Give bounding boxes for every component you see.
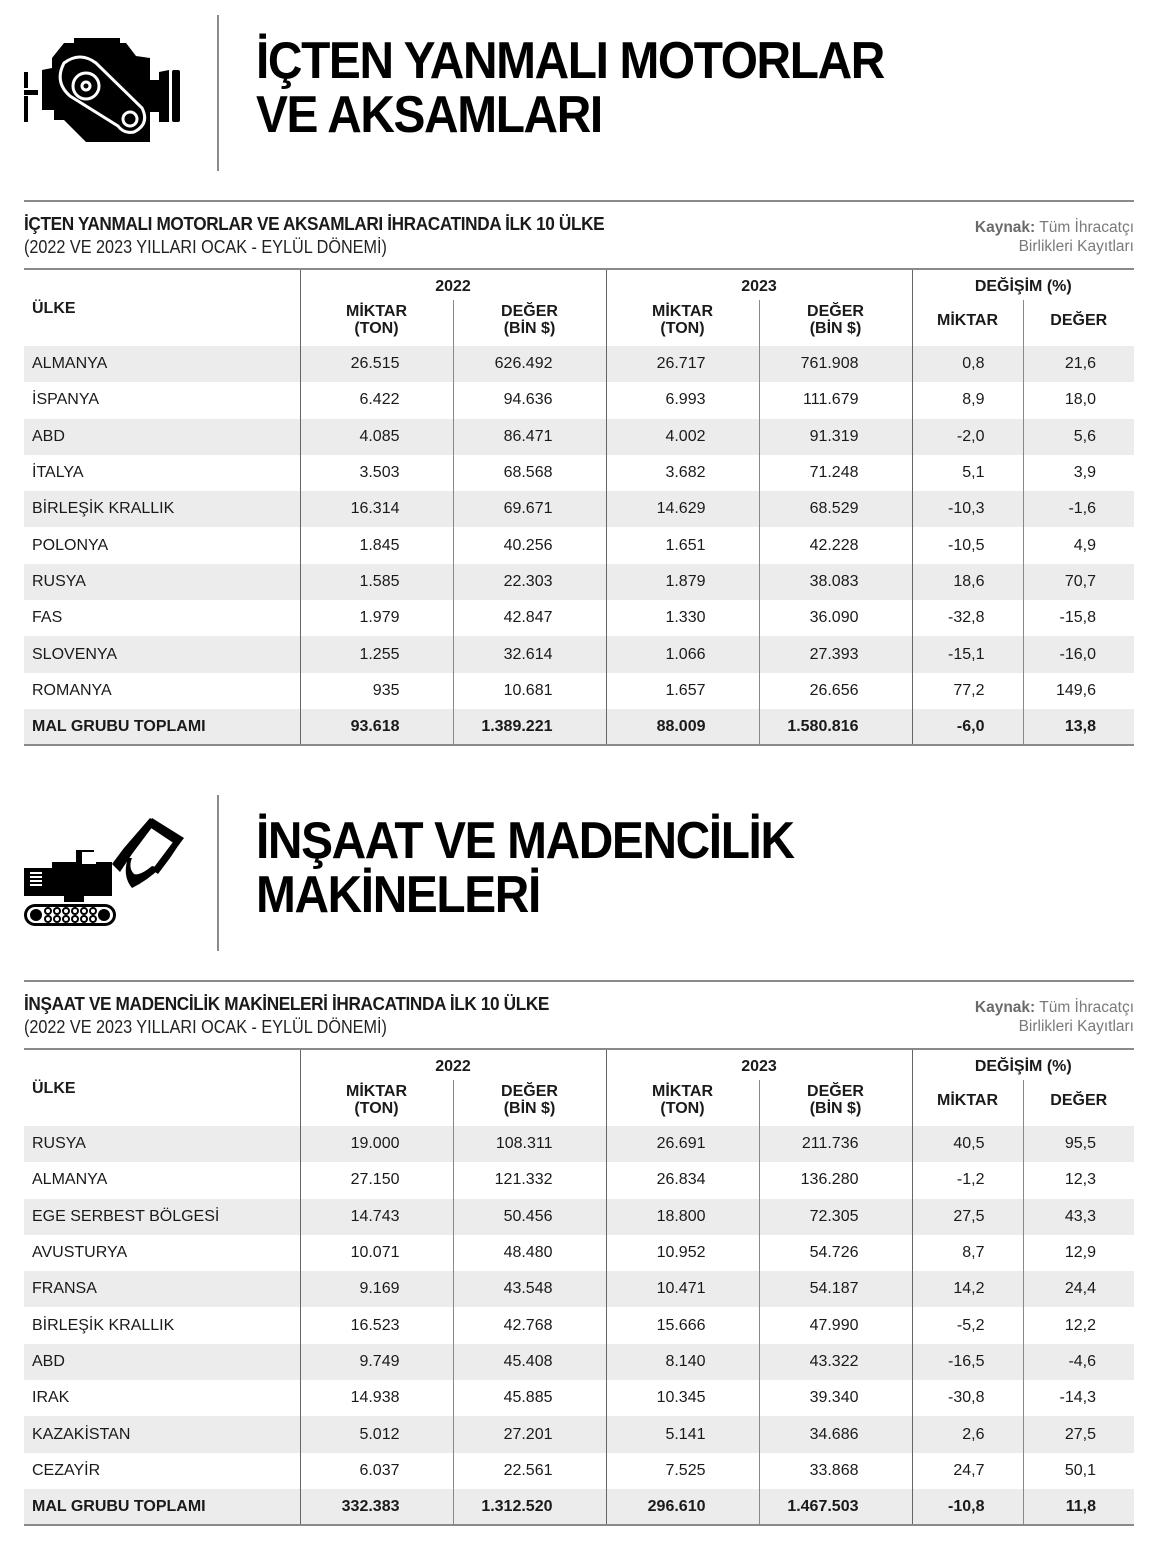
source-text-1: Tüm İhracatçı: [1039, 219, 1134, 236]
header-qty-2022: MİKTAR (TON): [300, 300, 453, 346]
source-text-2: Birlikleri Kayıtları: [1018, 238, 1134, 255]
cell-change-qty: 2,6: [912, 1416, 1023, 1452]
header-year-2023: 2023: [606, 270, 912, 300]
cell-change-val: 21,6: [1023, 346, 1134, 382]
cell-qty-2023: 4.002: [606, 419, 759, 455]
cell-val-2022: 69.671: [453, 491, 606, 527]
cell-val-2022: 27.201: [453, 1416, 606, 1452]
cell-change-val: 50,1: [1023, 1453, 1134, 1489]
cell-qty-2023: 18.800: [606, 1199, 759, 1235]
cell-qty-2022: 4.085: [300, 419, 453, 455]
cell-country: İSPANYA: [32, 391, 99, 409]
cell-val-2023: 34.686: [759, 1416, 912, 1452]
table-row: [24, 1416, 1134, 1452]
header-divider: [217, 15, 219, 171]
cell-country: FAS: [32, 609, 63, 627]
cell-change-val: -16,0: [1023, 636, 1134, 672]
section-header: [0, 0, 1158, 190]
cell-qty-2022: 9.169: [300, 1271, 453, 1307]
cell-val-2022: 86.471: [453, 419, 606, 455]
cell-val-2023: 39.340: [759, 1380, 912, 1416]
cell-qty-2023: 26.717: [606, 346, 759, 382]
cell-qty-2022: 14.938: [300, 1380, 453, 1416]
source-label: Kaynak:: [974, 999, 1036, 1016]
cell-change-qty: 24,7: [912, 1453, 1023, 1489]
cell-val-2022: 22.303: [453, 564, 606, 600]
cell-change-qty: 8,9: [912, 382, 1023, 418]
cell-qty-2023: 10.952: [606, 1235, 759, 1271]
cell-val-2022: 45.408: [453, 1344, 606, 1380]
cell-change-qty: -10,3: [912, 491, 1023, 527]
source-text-2: Birlikleri Kayıtları: [1018, 1018, 1134, 1035]
cell-val-2023: 38.083: [759, 564, 912, 600]
table-row: [24, 455, 1134, 491]
cell-val-2022: 1.389.221: [453, 709, 606, 745]
cell-val-2022: 42.847: [453, 600, 606, 636]
cell-qty-2023: 8.140: [606, 1344, 759, 1380]
table-row: [24, 1126, 1134, 1162]
cell-change-qty: 8,7: [912, 1235, 1023, 1271]
cell-change-val: -15,8: [1023, 600, 1134, 636]
cell-change-qty: 5,1: [912, 455, 1023, 491]
cell-val-2023: 211.736: [759, 1126, 912, 1162]
cell-val-2023: 761.908: [759, 346, 912, 382]
cell-val-2023: 1.580.816: [759, 709, 912, 745]
cell-val-2023: 47.990: [759, 1307, 912, 1343]
cell-val-2023: 71.248: [759, 455, 912, 491]
header-year-2022: 2022: [300, 1050, 606, 1080]
header-val-2023: DEĞER (BİN $): [759, 300, 912, 346]
cell-change-val: 3,9: [1023, 455, 1134, 491]
cell-val-2023: 36.090: [759, 600, 912, 636]
cell-qty-2023: 26.834: [606, 1162, 759, 1198]
cell-val-2023: 54.726: [759, 1235, 912, 1271]
cell-val-2023: 33.868: [759, 1453, 912, 1489]
table-row: [24, 1235, 1134, 1271]
header-year-2022: 2022: [300, 270, 606, 300]
cell-qty-2022: 3.503: [300, 455, 453, 491]
cell-qty-2023: 296.610: [606, 1489, 759, 1525]
table-row: [24, 1344, 1134, 1380]
header-chg-val: DEĞER: [1023, 1080, 1134, 1126]
header-country: ÜLKE: [32, 1080, 76, 1097]
table-row: [24, 1307, 1134, 1343]
cell-val-2022: 40.256: [453, 527, 606, 563]
cell-qty-2022: 1.585: [300, 564, 453, 600]
cell-qty-2022: 935: [300, 673, 453, 709]
cell-change-val: 11,8: [1023, 1489, 1134, 1525]
cell-qty-2022: 1.255: [300, 636, 453, 672]
cell-val-2023: 54.187: [759, 1271, 912, 1307]
cell-val-2023: 91.319: [759, 419, 912, 455]
cell-qty-2022: 6.037: [300, 1453, 453, 1489]
cell-change-qty: -15,1: [912, 636, 1023, 672]
cell-change-val: 4,9: [1023, 527, 1134, 563]
cell-qty-2022: 27.150: [300, 1162, 453, 1198]
cell-qty-2022: 19.000: [300, 1126, 453, 1162]
source-note: [975, 998, 1134, 1036]
cell-country: CEZAYİR: [32, 1461, 101, 1479]
cell-qty-2022: 1.845: [300, 527, 453, 563]
header-change: DEĞİŞİM (%): [912, 270, 1134, 300]
cell-val-2022: 43.548: [453, 1271, 606, 1307]
cell-val-2023: 1.467.503: [759, 1489, 912, 1525]
cell-change-val: 24,4: [1023, 1271, 1134, 1307]
export-table-block: [24, 980, 1134, 1526]
table-caption: [24, 982, 1134, 1048]
cell-country: AVUSTURYA: [32, 1244, 128, 1262]
cell-val-2022: 42.768: [453, 1307, 606, 1343]
table-title: İNŞAAT VE MADENCİLİK MAKİNELERİ İHRACATINDA İLK 10 ÜLKE: [24, 993, 550, 1014]
cell-qty-2023: 1.330: [606, 600, 759, 636]
engine-icon: [24, 38, 184, 150]
cell-val-2023: 42.228: [759, 527, 912, 563]
cell-qty-2023: 88.009: [606, 709, 759, 745]
cell-country: RUSYA: [24, 564, 300, 600]
header-val-2022: DEĞER (BİN $): [453, 1080, 606, 1126]
cell-country: ALMANYA: [24, 346, 300, 382]
section-title-line-1: İNŞAAT VE MADENCİLİK: [256, 812, 794, 870]
cell-val-2023: 136.280: [759, 1162, 912, 1198]
cell-change-val: -4,6: [1023, 1344, 1134, 1380]
cell-change-val: 70,7: [1023, 564, 1134, 600]
cell-val-2023: 27.393: [759, 636, 912, 672]
cell-qty-2022: 6.422: [300, 382, 453, 418]
header-year-2023: 2023: [606, 1050, 912, 1080]
section-title-line-2: VE AKSAMLARI: [256, 86, 602, 144]
cell-qty-2022: 14.743: [300, 1199, 453, 1235]
cell-qty-2023: 15.666: [606, 1307, 759, 1343]
header-chg-qty: MİKTAR: [912, 300, 1023, 346]
cell-val-2022: 10.681: [453, 673, 606, 709]
cell-change-val: 13,8: [1023, 709, 1134, 745]
export-table: [24, 1050, 1134, 1526]
cell-val-2022: 32.614: [453, 636, 606, 672]
cell-change-qty: -1,2: [912, 1162, 1023, 1198]
cell-val-2022: 68.568: [453, 455, 606, 491]
cell-change-val: 12,9: [1023, 1235, 1134, 1271]
cell-change-val: 5,6: [1023, 419, 1134, 455]
table-total-row: [24, 709, 1134, 745]
cell-val-2022: 22.561: [453, 1453, 606, 1489]
cell-country: SLOVENYA: [24, 636, 300, 672]
cell-val-2023: 111.679: [759, 382, 912, 418]
cell-change-val: 18,0: [1023, 382, 1134, 418]
table-row: [24, 527, 1134, 563]
section-title-line-2: MAKİNELERİ: [256, 866, 540, 924]
cell-change-qty: -6,0: [912, 709, 1023, 745]
cell-change-val: 12,3: [1023, 1162, 1134, 1198]
table-subtitle: (2022 VE 2023 YILLARI OCAK - EYLÜL DÖNEMİ): [24, 1017, 387, 1037]
cell-qty-2023: 5.141: [606, 1416, 759, 1452]
cell-qty-2023: 26.691: [606, 1126, 759, 1162]
source-note: [975, 218, 1134, 256]
cell-qty-2023: 1.651: [606, 527, 759, 563]
cell-change-val: 95,5: [1023, 1126, 1134, 1162]
cell-change-val: 43,3: [1023, 1199, 1134, 1235]
table-row: [24, 1380, 1134, 1416]
header-divider: [217, 795, 219, 951]
source-text-1: Tüm İhracatçı: [1039, 999, 1134, 1016]
cell-val-2022: 626.492: [453, 346, 606, 382]
cell-country: BİRLEŞİK KRALLIK: [24, 491, 300, 527]
table-row: [24, 673, 1134, 709]
cell-change-qty: 0,8: [912, 346, 1023, 382]
cell-qty-2022: 5.012: [300, 1416, 453, 1452]
cell-val-2022: 94.636: [453, 382, 606, 418]
table-row: [24, 491, 1134, 527]
cell-country: ALMANYA: [32, 1171, 108, 1189]
table-subtitle: (2022 VE 2023 YILLARI OCAK - EYLÜL DÖNEMİ): [24, 237, 387, 257]
cell-country: BİRLEŞİK KRALLIK: [32, 1316, 175, 1334]
header-val-2023: DEĞER (BİN $): [759, 1080, 912, 1126]
header-qty-2022: MİKTAR (TON): [300, 1080, 453, 1126]
excavator-icon: [24, 818, 184, 930]
cell-val-2022: 50.456: [453, 1199, 606, 1235]
header-qty-2023: MİKTAR (TON): [606, 300, 759, 346]
cell-qty-2022: 9.749: [300, 1344, 453, 1380]
cell-country: RUSYA: [24, 1126, 300, 1162]
cell-country: İTALYA: [32, 464, 84, 482]
cell-qty-2022: 16.314: [300, 491, 453, 527]
cell-val-2023: 43.322: [759, 1344, 912, 1380]
table-row: [24, 1453, 1134, 1489]
export-table-block: [24, 200, 1134, 746]
cell-country: IRAK: [32, 1389, 70, 1407]
table-row: [24, 600, 1134, 636]
cell-val-2022: 121.332: [453, 1162, 606, 1198]
cell-qty-2023: 1.657: [606, 673, 759, 709]
table-row: [24, 346, 1134, 382]
cell-qty-2023: 14.629: [606, 491, 759, 527]
header-qty-2023: MİKTAR (TON): [606, 1080, 759, 1126]
cell-change-val: 27,5: [1023, 1416, 1134, 1452]
table-row: [24, 1162, 1134, 1198]
table-row: [24, 419, 1134, 455]
cell-change-qty: 27,5: [912, 1199, 1023, 1235]
cell-country: EGE SERBEST BÖLGESİ: [24, 1199, 300, 1235]
table-title: İÇTEN YANMALI MOTORLAR VE AKSAMLARI İHRACATINDA İLK 10 ÜLKE: [24, 213, 605, 234]
cell-change-val: 12,2: [1023, 1307, 1134, 1343]
cell-change-val: -1,6: [1023, 491, 1134, 527]
section-title-line-1: İÇTEN YANMALI MOTORLAR: [256, 32, 884, 90]
cell-country: ROMANYA: [32, 681, 112, 699]
section-header: [0, 780, 1158, 970]
cell-country: KAZAKİSTAN: [24, 1416, 300, 1452]
cell-change-qty: -32,8: [912, 600, 1023, 636]
cell-qty-2023: 10.345: [606, 1380, 759, 1416]
cell-change-val: 149,6: [1023, 673, 1134, 709]
cell-country: FRANSA: [24, 1271, 300, 1307]
cell-change-qty: -30,8: [912, 1380, 1023, 1416]
source-label: Kaynak:: [974, 219, 1036, 236]
cell-qty-2022: 26.515: [300, 346, 453, 382]
cell-qty-2022: 93.618: [300, 709, 453, 745]
cell-change-qty: -5,2: [912, 1307, 1023, 1343]
cell-qty-2023: 1.879: [606, 564, 759, 600]
cell-change-qty: 77,2: [912, 673, 1023, 709]
cell-qty-2023: 3.682: [606, 455, 759, 491]
cell-change-qty: -2,0: [912, 419, 1023, 455]
table-row: [24, 382, 1134, 418]
table-total-row: [24, 1489, 1134, 1525]
header-val-2022: DEĞER (BİN $): [453, 300, 606, 346]
header-chg-val: DEĞER: [1023, 300, 1134, 346]
table-caption: [24, 202, 1134, 268]
cell-qty-2023: 10.471: [606, 1271, 759, 1307]
cell-val-2022: 108.311: [453, 1126, 606, 1162]
cell-qty-2022: 16.523: [300, 1307, 453, 1343]
cell-qty-2022: 10.071: [300, 1235, 453, 1271]
cell-val-2022: 1.312.520: [453, 1489, 606, 1525]
cell-val-2022: 48.480: [453, 1235, 606, 1271]
cell-change-qty: 18,6: [912, 564, 1023, 600]
cell-qty-2022: 332.383: [300, 1489, 453, 1525]
cell-change-qty: -16,5: [912, 1344, 1023, 1380]
cell-country: ABD: [24, 419, 300, 455]
table-row: [24, 1271, 1134, 1307]
cell-change-qty: -10,5: [912, 527, 1023, 563]
cell-qty-2023: 1.066: [606, 636, 759, 672]
cell-country: ABD: [24, 1344, 300, 1380]
cell-val-2023: 68.529: [759, 491, 912, 527]
table-row: [24, 636, 1134, 672]
section-title: [256, 814, 794, 922]
cell-country: MAL GRUBU TOPLAMI: [24, 709, 300, 745]
section-title: [256, 34, 884, 142]
export-table: [24, 270, 1134, 746]
header-change: DEĞİŞİM (%): [912, 1050, 1134, 1080]
cell-change-val: -14,3: [1023, 1380, 1134, 1416]
cell-change-qty: 14,2: [912, 1271, 1023, 1307]
cell-qty-2023: 7.525: [606, 1453, 759, 1489]
cell-val-2022: 45.885: [453, 1380, 606, 1416]
cell-val-2023: 26.656: [759, 673, 912, 709]
header-chg-qty: MİKTAR: [912, 1080, 1023, 1126]
cell-val-2023: 72.305: [759, 1199, 912, 1235]
header-country: ÜLKE: [32, 300, 76, 317]
cell-qty-2022: 1.979: [300, 600, 453, 636]
cell-qty-2023: 6.993: [606, 382, 759, 418]
cell-country: MAL GRUBU TOPLAMI: [24, 1489, 300, 1525]
cell-change-qty: 40,5: [912, 1126, 1023, 1162]
cell-change-qty: -10,8: [912, 1489, 1023, 1525]
cell-country: POLONYA: [32, 536, 109, 554]
table-row: [24, 1199, 1134, 1235]
table-row: [24, 564, 1134, 600]
